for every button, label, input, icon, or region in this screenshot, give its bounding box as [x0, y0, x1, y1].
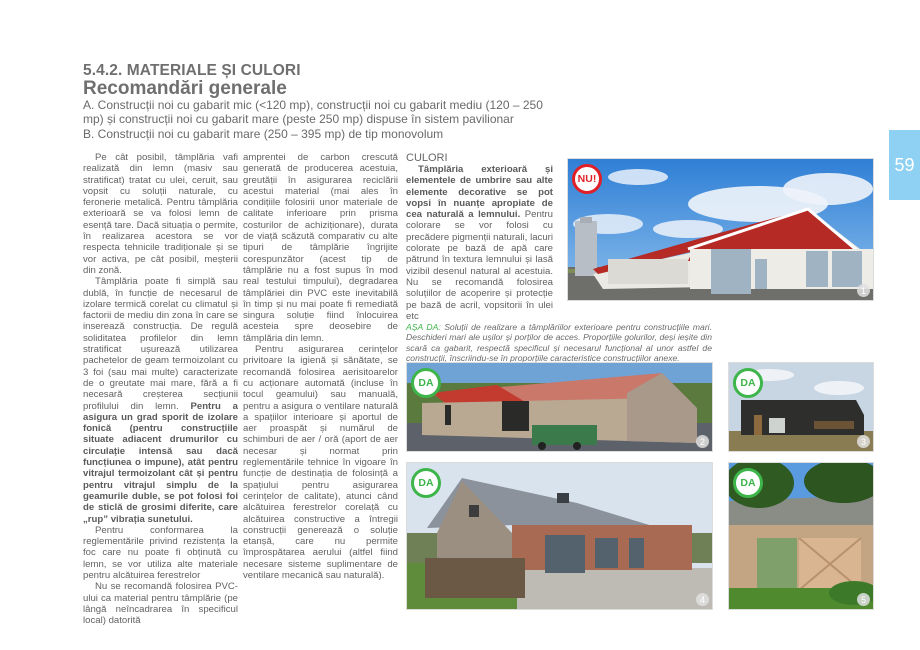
paragraph: amprentei de carbon crescută generată de producerea acestuia, greutății în asigurarea reciclării acestui material (mai ales în condițiile folosirii unor materiale de calitate inferioare prin prisma costurilor de achiziționare), durata de viață scăzută comparativ cu alte tipuri de tâmplărie îngrijite corespunzător (acest tip de tâmplărie nu a fost supus în mod real testului timpului), degradarea tâmplăriei din PVC este inevitabilă în timp și nu mai poate fi remediată singura soluție fiind înlocuirea acesteia spre deosebire de tâmplăria din lemn.	[243, 152, 398, 344]
photo-number: 3	[857, 435, 870, 448]
photo-4	[406, 462, 713, 610]
paragraph	[83, 276, 238, 525]
subtitle-b: B. Construcții noi cu gabarit mare (250 – 395 mp) de tip monovolum	[83, 127, 444, 141]
barn-photo-illustration	[407, 463, 713, 610]
paragraph: Nu se recomandă folosirea PVC-ului ca material pentru tâmplărie (pe lângă neîncadrarea în specificul local) datorită	[83, 581, 238, 627]
page-number-tab	[889, 130, 920, 200]
paragraph: Pe cât posibil, tâmplăria vafi realizată din lemn (masiv sau stratificat) tratat cu ulei, ceruit, sau vopsit cu soluții naturale, cu feronerie metalică. Pentru tâmplăria exterioară se va folosi lemn de esență tare. Dacă situația o permite, în realizarea acestora se vor respecta tehnicile tradiționale și se vor activa, pe cât posibil, meșterii din zonă.	[83, 152, 238, 276]
nu-badge: NU!	[572, 164, 602, 194]
caption-label: AȘA DA:	[406, 322, 441, 332]
photo-number: 1	[857, 284, 870, 297]
paragraph: Pentru conformarea la reglementările privind rezistența la foc care nu poate fi obținută cu lemn, se vor utiliza alte materiale pentru alcătuirea ferestrelor	[83, 524, 238, 581]
page-number: 59	[894, 154, 915, 175]
photo-5	[728, 462, 874, 610]
photo-caption	[406, 322, 712, 367]
paragraph-text: Tâmplăria poate fi simplă sau dublă, în funcție de necesarul de izolare termică corelat cu climatul și factorii de mediu din zona în care se inserează construcția. De regulă soliditatea profilelor din lemn stratificat ușurează utilizarea pachetelor de geam termoizolant cu 3 foi (sau mai multe) caracterizate de o greutate mai mare, fără a fi necesară creșterea secțiunii profilului din lemn.	[83, 276, 238, 412]
photo-2	[406, 362, 713, 452]
subtitle-a: A. Construcții noi cu gabarit mic (<120 mp), construcții noi cu gabarit mediu (120 – 250 mp) și construcții noi cu gabarit mare (peste 250 mp) dispuse în sistem pavilionar	[83, 98, 543, 126]
barn-photo-illustration	[568, 159, 874, 301]
photo-number: 5	[857, 593, 870, 606]
text-column-1	[83, 152, 238, 626]
page-title: Recomandări generale	[83, 78, 287, 99]
photo-number: 4	[696, 593, 709, 606]
culori-heading: CULORI	[406, 152, 448, 164]
section-title: 5.4.2. MATERIALE ȘI CULORI	[83, 62, 301, 79]
paragraph-text: Pentru colorare se vor folosi cu precădere pigmenții naturali, lacuri colorate pe bază de apă care pătrund în textura lemnului și lasă vizibil desenul natural al acestuia. Nu se recomandă folosirea soluțiilor de acoperire și protecție pe bază de acril, vopsitorii în ulei etc	[406, 209, 553, 322]
paragraph-bold-text: Pentru a asigura un grad sporit de izolare fonică (pentru construcțiile situate adiacent drumurilor cu circulație intensă sau dacă funcțiunea o impune), atât pentru vitrajul termoizolant cât și pentru pentru vitrajul simplu de la geamurile duble, se pot folosi foi de sticlă de grosimi diferite, care „rup” vibrația sunetului.	[83, 400, 238, 525]
paragraph	[406, 164, 553, 322]
da-badge: DA	[411, 468, 441, 498]
barn-photo-illustration	[407, 363, 713, 452]
paragraph-bold-text: Tâmplăria exterioară și elementele de umbrire sau alte elemente decorative se pot vopsi în nuanțe apropiate de cea naturală a lemnului.	[406, 164, 553, 221]
caption-text: Soluții de realizare a tâmplăriilor exterioare pentru construcțiile mari. Deschideri mari ale ușilor și porților de acces. Proporțiile golurilor, deși ieșite din scară ca gabarit, respectă specificul și necesarul funcțional al unor astfel de construcții, înscriindu-se în proporțiile caracteristice construcțiilor anexe.	[406, 322, 712, 364]
paragraph: Pentru asigurarea cerințelor privitoare la igienă și sănătate, se recomandă folosirea aerisitoarelor cu acționare automată (incluse în tocul geamului) sau manuală, pentru a asigura o ventilare naturală a spațiilor interioare și aportul de aer proaspăt și numărul de schimburi de aer / oră (aport de aer necesar și normat prin reglementările tehnice în vigoare în funcție de destinația de folosință a spațiului pentru asigurarea cerințelor de calitate), atunci când alcătuirea ferestrelor corelață cu alcătuirea constructive a întregii construcții generează o soluție etanșă, care nu permite împrospătarea aerului (altfel fiind necesare sisteme suplimentare de ventilare mecanică sau naturală).	[243, 344, 398, 581]
da-badge: DA	[733, 468, 763, 498]
photo-number: 2	[696, 435, 709, 448]
photo-1	[567, 158, 874, 301]
text-column-3	[406, 152, 553, 322]
text-column-2	[243, 152, 398, 581]
photo-3	[728, 362, 874, 452]
da-badge: DA	[411, 368, 441, 398]
da-badge: DA	[733, 368, 763, 398]
